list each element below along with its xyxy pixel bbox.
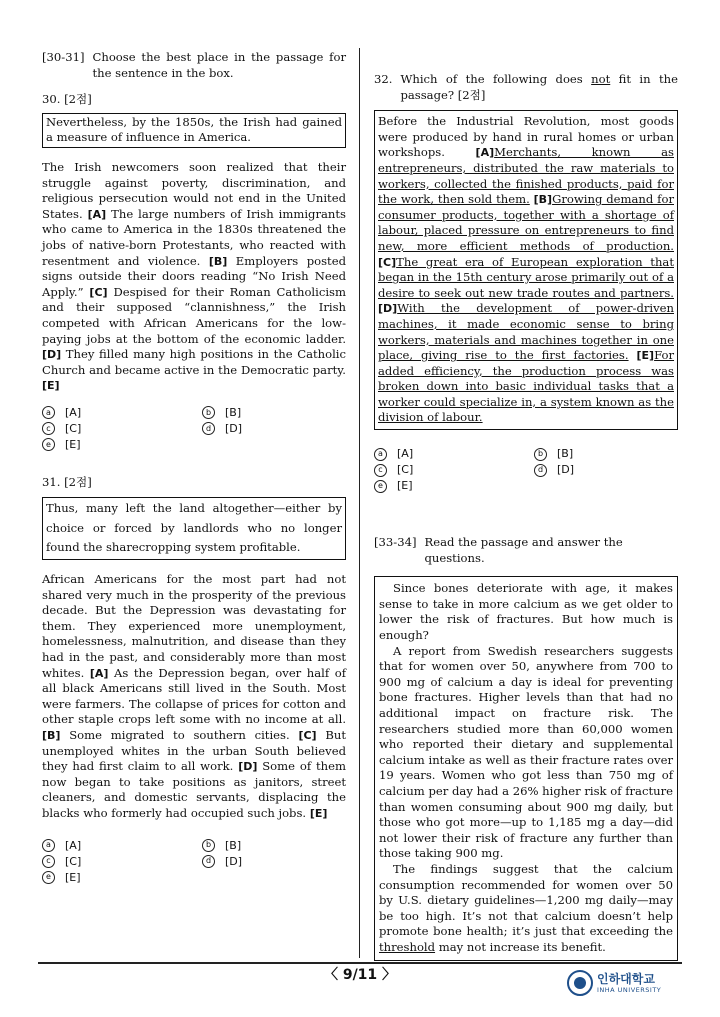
question-30-heading: 30. [2점] [42,92,92,107]
option-mark-icon: b [534,448,547,461]
passage-text [629,348,637,362]
question-32-number: 32. [374,72,393,86]
underlined-text: For added efficiency, the production process was broken down into basic individual tasks that a worker could specialize in, a system known as the division of labour. [378,348,675,425]
underlined-text: Growing demand for consumer products, together with a shortage of labour, placed pressure on entrepreneurs to find new, more efficient methods of production. [378,192,674,253]
prompt-text: Which of the following does [400,72,592,86]
blank-marker: [C] [378,255,397,269]
passage-text: Despised for their Roman Catholicism and their supposed “clannishness,” the Irish competed with African Americans for the low-paying jobs at the bottom of the economic ladder. [42,284,346,346]
question-31-sentence-box: Thus, many left the land altogether—either by choice or forced by landlords who no longer found the sharecropping system profitable. [42,497,346,560]
option-label: [C] [65,854,82,868]
page-number: 〈 9/11 〉 [323,967,397,983]
answer-option-b[interactable] [202,837,342,853]
passage-text: Some of them now began to take positions as janitors, street cleaners, and domestic servants, displacing the blacks who formerly had occupied such jobs. [42,759,346,820]
option-mark-icon: c [42,422,55,435]
answer-option-c[interactable] [42,421,202,437]
option-label: [A] [65,838,82,852]
question-32-options [374,446,678,494]
option-label: [A] [397,447,414,461]
option-label: [E] [65,870,81,884]
logo-korean-name: 인하대학교 [597,972,655,986]
instruction-number: [33-34] [374,535,417,550]
blank-marker: [C] [89,285,108,299]
answer-option-e[interactable] [42,437,202,453]
question-30-sentence-box: Nevertheless, by the 1850s, the Irish had gained a measure of influence in America. [42,113,346,148]
blank-marker: [B] [208,254,228,268]
answer-option-b[interactable] [202,405,342,421]
option-mark-icon: a [42,839,55,852]
passage-paragraph [379,644,673,862]
left-column [42,50,346,885]
option-mark-icon: b [202,839,215,852]
question-32-prompt [400,72,678,103]
underlined-text: Merchants, known as entrepreneurs, distributed the raw materials to workers, collected the finished products, paid for the work, then sold them. [378,145,674,207]
option-label: [B] [225,406,242,420]
logo-english-name: INHA UNIVERSITY [597,986,662,994]
answer-option-d[interactable] [202,853,342,869]
option-label: [E] [65,438,81,452]
blank-marker: [E] [42,379,60,393]
prompt-text-end: fit in the passage? [2점] [400,72,678,102]
option-label: [D] [557,463,575,477]
passage-text: They filled many high positions in the Catholic Church and became active in the Democratic party. [42,347,346,377]
instructions-33-34 [374,535,678,566]
answer-option-b[interactable] [534,446,674,462]
option-label: [D] [225,422,243,436]
option-label: [B] [557,447,574,461]
option-label: [E] [397,479,413,493]
logo-text [597,972,661,994]
blank-marker: [A] [87,207,107,221]
blank-marker: [B] [533,193,553,207]
blank-marker: [A] [475,146,495,160]
blank-marker: [B] [42,728,61,742]
option-mark-icon: e [42,438,55,451]
passage-text: As the Depression began, over half of all black Americans still lived in the South. Most were farmers. The collapse of prices for cotton and other staple crops left some with no income at all. [42,665,346,727]
question-32-passage [378,114,674,426]
answer-option-a[interactable] [42,837,202,853]
answer-option-a[interactable] [374,446,534,462]
option-mark-icon: c [42,855,55,868]
option-mark-icon: e [374,480,387,493]
question-33-34-passage-box [374,576,678,960]
option-mark-icon: d [534,464,547,477]
instruction-number: [30-31] [42,50,85,64]
column-divider [359,48,360,958]
option-mark-icon: a [374,448,387,461]
option-mark-icon: a [42,406,55,419]
passage-text: A report from Swedish researchers suggests that for women over 50, anywhere from 700 to 900 mg of calcium a day is ideal for preventing bone fractures. Higher levels than that had no additional impact on fracture risk. The researchers studied more than 60,000 women who reported their dietary and supplemental calcium intake as well as their fracture rates over 19 years. Women who got less than 750 mg of calcium per day had a 26% higher risk of fracture than women consuming about 900 mg daily, but those who got more—up to 1,185 mg a day—did not lower their risk of fracture any further than those taking 900 mg. [379,643,673,861]
passage-paragraph [379,862,673,956]
option-label: [D] [225,854,243,868]
answer-option-e[interactable] [374,478,534,494]
question-33-34-passage [379,581,673,955]
option-mark-icon: d [202,422,215,435]
underlined-text: The great era of European exploration that began in the 15th century arose primarily out of a desire to seek out new trade routes and partners. [378,254,674,300]
answer-option-d[interactable] [202,421,342,437]
university-logo [567,970,661,996]
right-column [374,72,678,961]
passage-text: The findings suggest that the calcium consumption recommended for women over 50 by U.S. dietary guidelines—1,200 mg daily—may be too high. It’s not that calcium doesn’t help promote bone health; it’s just that exceeding the [379,861,673,939]
answer-option-e[interactable] [42,869,202,885]
blank-marker: [E] [309,806,328,820]
underlined-text: With the development of power-driven machines, it made economic sense to bring workers, materials and machines together in one place, giving rise to the first factories. [378,301,674,363]
option-label: [C] [397,463,414,477]
footer-rule [38,962,682,964]
passage-text: The Irish newcomers soon realized that their struggle against poverty, discrimination, and religious persecution would not end in the United States. [42,159,346,221]
passage-text: Some migrated to southern cities. [60,727,299,742]
question-31-passage [42,572,346,822]
university-emblem-icon [567,970,593,996]
passage-text: may not increase its benefit. [435,939,606,954]
passage-text: Employers posted signs outside their doors reading “No Irish Need Apply.” [42,253,346,299]
passage-text: The large numbers of Irish immigrants who came to America in the 1830s threatened the jobs of native-born Protestants, who reacted with resentment and violence. [42,206,346,268]
option-mark-icon: e [42,871,55,884]
blank-marker: [A] [89,666,109,680]
question-32-heading [374,72,678,103]
question-31-heading: 31. [2점] [42,474,92,489]
instruction-text: Read the passage and answer the questions. [424,535,623,565]
blank-marker: [D] [378,302,398,316]
option-mark-icon: d [202,855,215,868]
blank-marker: [D] [238,760,258,774]
passage-text: African Americans for the most part had not shared very much in the prosperity of the previous decade. But the Depression was devastating for them. They experienced more unemployment, homelessness, malnutrition, and disease than they had in the past, and considerably more than most whites. [42,571,346,680]
blank-marker: [D] [42,348,62,362]
option-mark-icon: c [374,464,387,477]
underlined-text: threshold [379,939,436,954]
answer-option-c[interactable] [42,853,202,869]
option-label: [C] [65,422,82,436]
blank-marker: [E] [636,349,655,363]
question-30-options [42,405,346,453]
option-mark-icon: b [202,406,215,419]
answer-option-c[interactable] [374,462,534,478]
passage-text: But unemployed whites in the urban South believed they had first claim to all work. [42,727,346,774]
question-32-passage-box [374,110,678,430]
question-30-passage [42,160,346,394]
instruction-text: Choose the best place in the passage for the sentence in the box. [92,50,346,80]
answer-option-a[interactable] [42,405,202,421]
prompt-not: not [591,72,611,86]
question-31-options [42,837,346,885]
option-label: [A] [65,406,82,420]
passage-text: Before the Industrial Revolution, most goods were produced by hand in rural homes or urban workshops. [378,114,674,160]
passage-text: Since bones deteriorate with age, it makes sense to take in more calcium as we get older to lower the risk of fractures. But how much is enough? [379,581,673,643]
blank-marker: [C] [298,728,317,742]
passage-paragraph [379,581,673,643]
option-label: [B] [225,838,242,852]
instructions-30-31 [42,50,346,81]
answer-option-d[interactable] [534,462,674,478]
